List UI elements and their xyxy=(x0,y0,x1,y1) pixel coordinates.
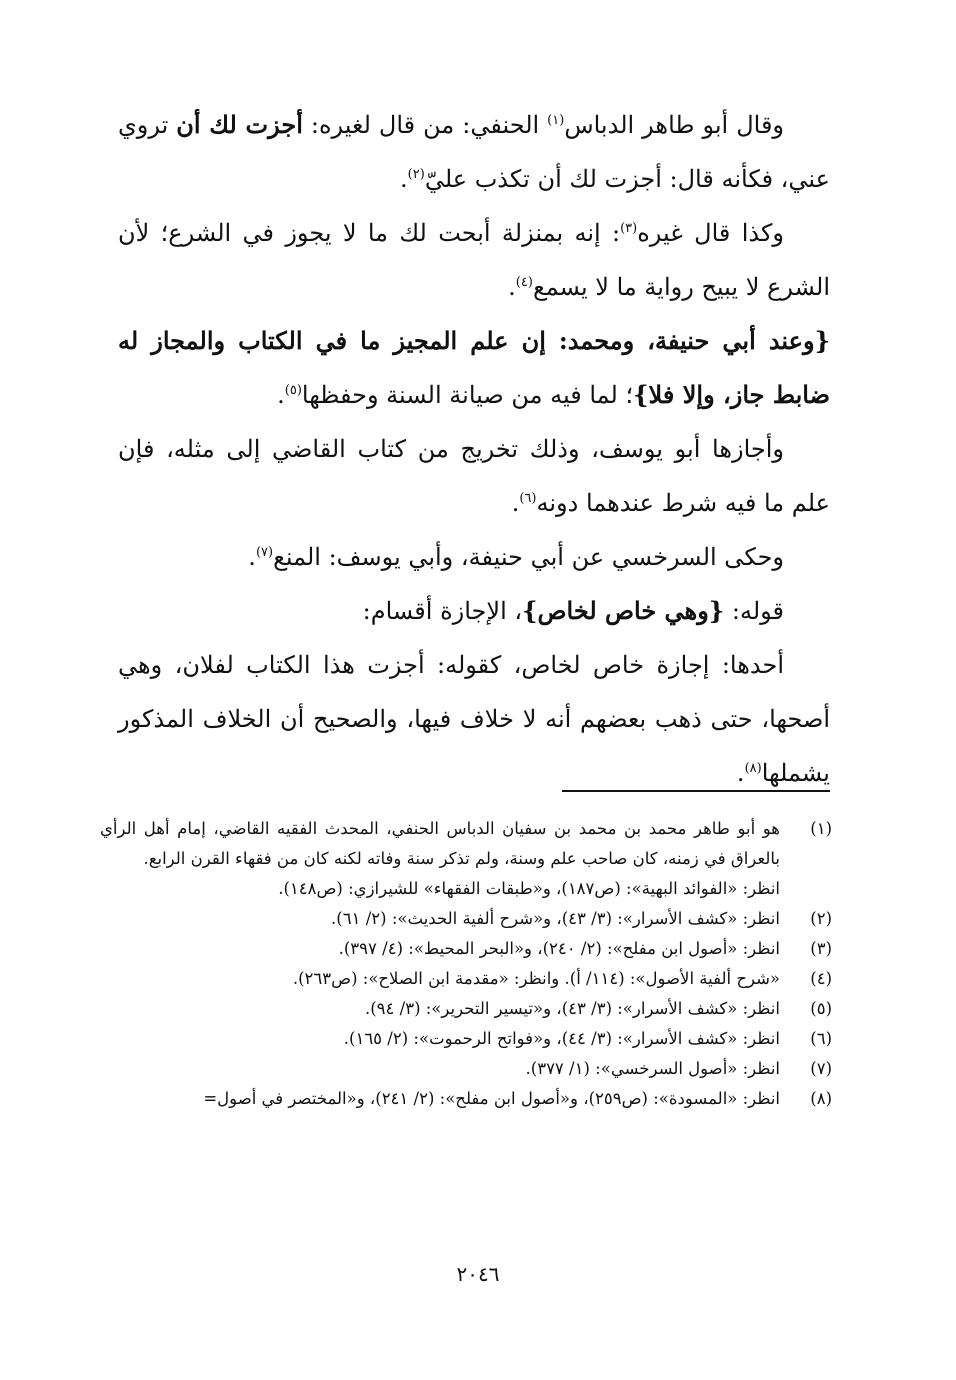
footnote xyxy=(100,874,832,904)
text-run: الحنفي: من قال لغيره: xyxy=(302,111,548,139)
footnote-number: (٤) xyxy=(810,969,832,988)
footnote-text: انظر: «كشف الأسرار»: (٣/ ٤٣)، و«تيسير التحرير»: (٣/ ٩٤). xyxy=(364,999,780,1018)
footnote-text: انظر: «أصول السرخسي»: (١/ ٣٧٧). xyxy=(525,1059,780,1078)
footnote-number: (١) xyxy=(810,819,832,838)
footnote xyxy=(100,1024,832,1054)
footnote-number: (٢) xyxy=(810,909,832,928)
text-run: . xyxy=(511,489,520,517)
footnote-ref[interactable]: (٦) xyxy=(519,491,537,506)
text-run: . xyxy=(277,381,285,409)
bold-text: {وهي خاص لخاص} xyxy=(522,596,725,625)
paragraph xyxy=(118,638,830,800)
footnote xyxy=(100,964,832,994)
footnote-text: انظر: «كشف الأسرار»: (٣/ ٤٤)، و«فواتح الرحموت»: (٢/ ١٦٥). xyxy=(343,1029,780,1048)
page-number: ٢٠٤٦ xyxy=(456,1262,500,1286)
main-text xyxy=(118,98,830,800)
footnotes xyxy=(100,814,832,1114)
footnote-ref[interactable]: (٤) xyxy=(515,275,533,290)
footnote-separator xyxy=(562,790,830,792)
bold-text: {وعند أبي حنيفة، ومحمد: إن علم المجيز ما في الكتاب والمجاز له ضابط جاز، وإلا فلا} xyxy=(118,326,830,409)
footnote-ref[interactable]: (١) xyxy=(547,113,565,128)
paragraph xyxy=(118,314,830,422)
footnote-text: انظر: «كشف الأسرار»: (٣/ ٤٣)، و«شرح ألفية الحديث»: (٢/ ٦١). xyxy=(331,909,780,928)
paragraph xyxy=(118,530,830,584)
footnote-number: (٣) xyxy=(810,939,832,958)
text-run: وكذا قال غيره xyxy=(637,219,784,247)
footnote xyxy=(100,1084,832,1114)
text-run: : إنه بمنزلة أبحت لك ما لا يجوز في الشرع؛ لأن الشرع لا يبيح رواية ما لا يسمع xyxy=(118,219,830,301)
footnote-ref[interactable]: (٢) xyxy=(407,167,425,182)
footnote xyxy=(100,814,832,874)
text-run: . xyxy=(508,273,516,301)
paragraph xyxy=(118,422,830,530)
text-run: وحكى السرخسي عن أبي حنيفة، وأبي يوسف: المنع xyxy=(273,543,784,571)
text-run: وقال أبو طاهر الدباس xyxy=(564,111,785,139)
bold-text: أجزت لك أن xyxy=(176,110,303,139)
footnote xyxy=(100,994,832,1024)
footnote-text: انظر: «المسودة»: (ص٢٥٩)، و«أصول ابن مفلح»: (٢/ ٢٤١)، و«المختصر في أصول= xyxy=(203,1089,780,1108)
footnote xyxy=(100,1054,832,1084)
text-run: تروي عني، فكأنه قال: أجزت لك أن تكذب عليّ xyxy=(118,111,830,193)
text-run: ؛ لما فيه من صيانة السنة وحفظها xyxy=(301,381,634,409)
footnote-number: (٨) xyxy=(810,1089,832,1108)
text-run: . xyxy=(736,759,745,787)
footnote-text: انظر: «أصول ابن مفلح»: (٢/ ٢٤٠)، و«البحر المحيط»: (٤/ ٣٩٧). xyxy=(338,939,780,958)
footnote-number: (٦) xyxy=(810,1029,832,1048)
footnote xyxy=(100,934,832,964)
text-run: أحدها: إجازة خاص لخاص، كقوله: أجزت هذا الكتاب لفلان، وهي أصحها، حتى ذهب بعضهم أنه لا خلاف فيها، والصحيح أن الخلاف المذكور يشملها xyxy=(118,651,830,787)
text-run: وأجازها أبو يوسف، وذلك تخريج من كتاب القاضي إلى مثله، فإن علم ما فيه شرط عندهما دونه xyxy=(118,435,830,517)
footnote-number: (٧) xyxy=(810,1059,832,1078)
footnote-number: (٥) xyxy=(810,999,832,1018)
text-run: قوله: xyxy=(724,597,784,625)
paragraph xyxy=(118,584,830,638)
footnote-text: «شرح ألفية الأصول»: (١١٤/ أ). وانظر: «مقدمة ابن الصلاح»: (ص٢٦٣). xyxy=(292,969,780,988)
footnote-text: انظر: «الفوائد البهية»: (ص١٨٧)، و«طبقات الفقهاء» للشيرازي: (ص١٤٨). xyxy=(278,879,780,898)
footnote-text: هو أبو طاهر محمد بن محمد بن سفيان الدباس الحنفي، المحدث الفقيه القاضي، إمام أهل الرأي بالعراق في زمنه، كان صاحب علم وسنة، ولم تذكر سنة وفاته لكنه كان من فقهاء القرن الرابع. xyxy=(100,819,780,868)
paragraph xyxy=(118,206,830,314)
text-run: ، الإجازة أقسام: xyxy=(362,597,523,625)
text-run: . xyxy=(248,543,256,571)
footnote-ref[interactable]: (٣) xyxy=(620,221,638,236)
footnote-ref[interactable]: (٨) xyxy=(744,761,762,776)
footnote-ref[interactable]: (٧) xyxy=(255,545,274,560)
footnote xyxy=(100,904,832,934)
text-run: . xyxy=(400,165,408,193)
paragraph xyxy=(118,98,830,206)
footnote-ref[interactable]: (٥) xyxy=(284,383,302,398)
